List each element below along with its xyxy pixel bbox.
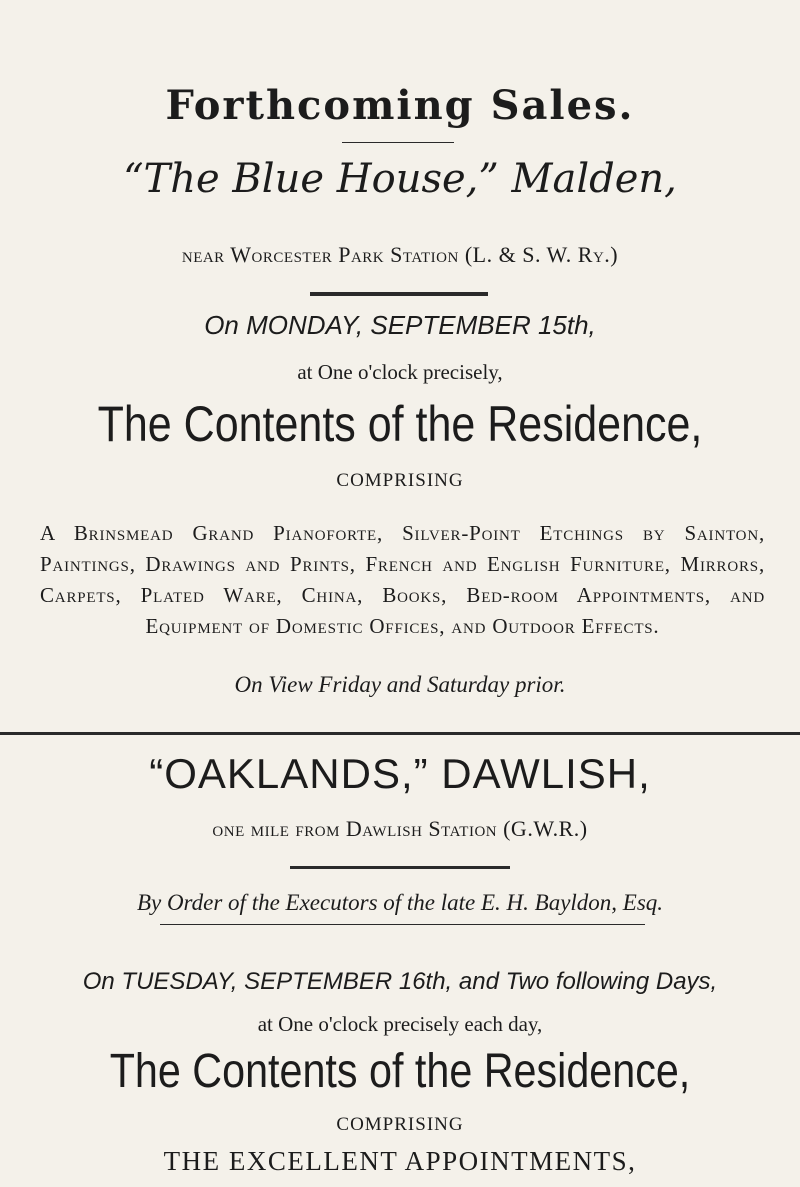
title-divider xyxy=(342,142,454,143)
sale2-order: By Order of the Executors of the late E. H. Bayldon, Esq. xyxy=(136,890,664,915)
sale2-time: at One o'clock precisely each day, xyxy=(257,1012,543,1036)
sale1-location: near Worcester Park Station (L. & S. W. Ry.) xyxy=(181,242,619,267)
sale2-appointments: THE EXCELLENT APPOINTMENTS, xyxy=(163,1146,637,1176)
sale1-time: at One o'clock precisely, xyxy=(297,360,503,384)
sale2-divider xyxy=(290,866,510,869)
sale2-comprising: COMPRISING xyxy=(336,1114,464,1135)
sale1-view-notice: On View Friday and Saturday prior. xyxy=(234,672,566,697)
page-title: Forthcoming Sales. xyxy=(165,82,635,129)
sale1-heading: The Contents of the Residence, xyxy=(97,396,703,452)
sale1-comprising: COMPRISING xyxy=(336,470,464,491)
sale2-location: one mile from Dawlish Station (G.W.R.) xyxy=(212,816,588,841)
order-underline xyxy=(160,924,645,925)
sale1-venue: “The Blue House,” Malden, xyxy=(123,156,677,202)
sale1-date: On MONDAY, SEPTEMBER 15th, xyxy=(204,310,596,340)
sale2-date: On TUESDAY, SEPTEMBER 16th, and Two following Days, xyxy=(82,968,718,995)
sale1-divider xyxy=(310,292,488,296)
sale2-venue: “OAKLANDS,” DAWLISH, xyxy=(149,750,651,797)
sale1-description: A Brinsmead Grand Pianoforte, Silver-Point Etchings by Sainton, Paintings, Drawings and Prints, French and English Furniture, Mirrors, Carpets, Plated Ware, China, Books, Bed-room Appointments, and Equipment of Domestic Offices, and Outdoor Effects. xyxy=(40,521,765,638)
sale2-heading: The Contents of the Residence, xyxy=(109,1045,691,1098)
section-divider xyxy=(0,732,800,735)
